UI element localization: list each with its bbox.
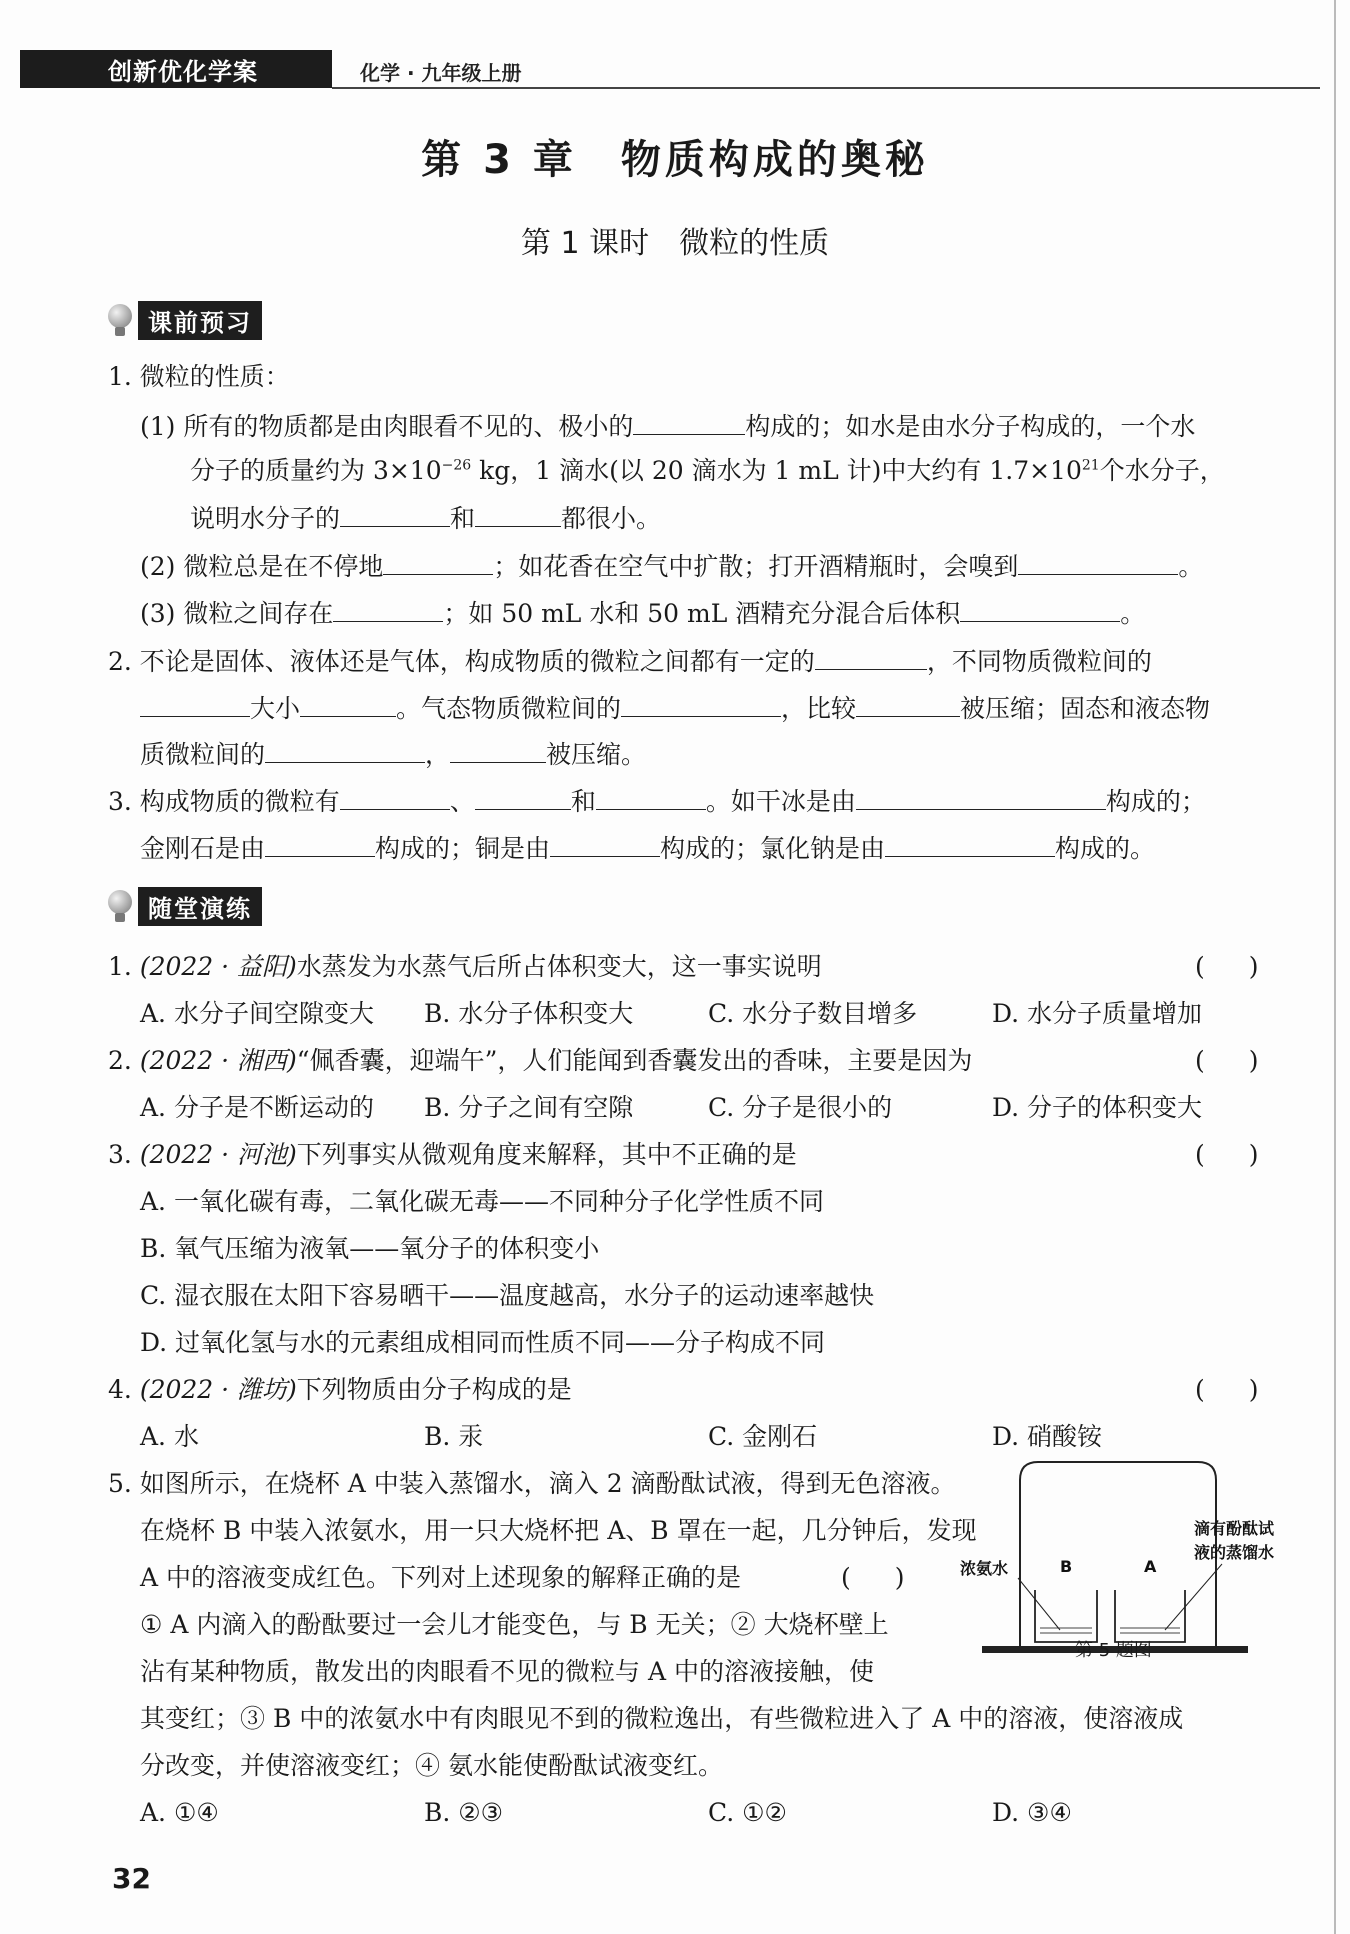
answer-paren: ( ) (1195, 952, 1259, 981)
answer-blank (856, 692, 960, 717)
pointer-line (1165, 1564, 1222, 1630)
option-c: C. ①② (708, 1798, 787, 1827)
option-a: A. 水 (140, 1422, 199, 1451)
option-a: A. ①④ (140, 1798, 219, 1827)
option-d: D. 分子的体积变大 (992, 1093, 1203, 1122)
option-d: D. 过氧化氢与水的元素组成相同而性质不同——分子构成不同 (140, 1328, 826, 1357)
chapter-title: 第 3 章 物质构成的奥秘 (421, 137, 929, 183)
preview-q1-s1-line2: 分子的质量约为 $3\times 10^{-26}$ kg，1 滴水(以 20 滴水为 1 mL 计)中大约有 $1.7\times 10^{21}$个水分子， (190, 456, 1225, 485)
answer-blank (340, 785, 450, 810)
practice-q5-line5: 沾有某种物质，散发出的肉眼看不见的微粒与 A 中的溶液接触，使 (140, 1657, 874, 1686)
preview-q1-s1-line1: (1) 所有的物质都是由肉眼看不见的、极小的 构成的；如水是由水分子构成的，一个水 (140, 412, 1196, 441)
answer-blank (815, 645, 927, 670)
answer-blank (340, 502, 450, 527)
beaker-a (1115, 1590, 1185, 1642)
practice-q3-stem: 3. (2022 · 河池)下列事实从微观角度来解释，其中不正确的是 (108, 1140, 797, 1169)
lesson-title: 第 1 课时 微粒的性质 (520, 226, 830, 261)
page-header (20, 50, 1320, 90)
preview-q2-line3: 质微粒间的 ， 被压缩。 (140, 740, 647, 769)
answer-blank (300, 692, 396, 717)
page-edge (1334, 0, 1336, 1934)
figure-caption: 第 5 题图 (1075, 1640, 1152, 1661)
answer-paren: ( ) (1195, 1140, 1259, 1169)
book-series: 化学 · 九年级上册 (360, 61, 522, 85)
answer-blank (475, 502, 561, 527)
preview-q3-line1: 3. 构成物质的微粒有 、 和 。如干冰是由 构成的； (108, 787, 1206, 816)
option-b: B. 氧气压缩为液氧——氧分子的体积变小 (140, 1234, 600, 1263)
section-preview-header (108, 300, 262, 340)
answer-blank (960, 597, 1120, 622)
option-c: C. 分子是很小的 (708, 1093, 893, 1122)
practice-q5-line4: ① A 内滴入的酚酞要过一会儿才能变色，与 B 无关；② 大烧杯壁上 (140, 1610, 889, 1639)
label-b: B (1060, 1557, 1073, 1576)
section-label: 课前预习 (138, 301, 262, 340)
answer-paren: ( ) (1195, 1375, 1259, 1404)
option-a: A. 水分子间空隙变大 (140, 999, 374, 1028)
answer-blank (265, 738, 425, 763)
practice-q5-line6: 其变红；③ B 中的浓氨水中有肉眼见不到的微粒逸出，有些微粒进入了 A 中的溶液，使溶液成 (140, 1704, 1184, 1733)
answer-blank (633, 410, 745, 435)
pointer-line (1018, 1578, 1060, 1630)
preview-q1-s1-line3: 说明水分子的 和 都很小。 (190, 504, 662, 533)
practice-q5-line1: 5. 如图所示，在烧杯 A 中装入蒸馏水，滴入 2 滴酚酞试液，得到无色溶液。 (108, 1469, 956, 1498)
practice-q4-stem: 4. (2022 · 潍坊)下列物质由分子构成的是 (108, 1375, 572, 1404)
answer-blank (550, 832, 660, 857)
answer-paren: ( ) (1195, 1046, 1259, 1075)
page-number: 32 (112, 1862, 151, 1895)
practice-q1-stem: 1. (2022 · 益阳)水蒸发为水蒸气后所占体积变大，这一事实说明 (108, 952, 822, 981)
label-phenol-1: 滴有酚酞试 (1194, 1519, 1275, 1538)
answer-blank (621, 692, 781, 717)
answer-blank (265, 832, 375, 857)
option-d: D. 水分子质量增加 (992, 999, 1203, 1028)
practice-q2-stem: 2. (2022 · 湘西)“佩香囊，迎端午”，人们能闻到香囊发出的香味，主要是因为 (108, 1046, 973, 1075)
option-c: C. 湿衣服在太阳下容易晒干——温度越高，水分子的运动速率越快 (140, 1281, 875, 1310)
answer-blank (1018, 550, 1178, 575)
option-c: C. 水分子数目增多 (708, 999, 918, 1028)
option-d: D. ③④ (992, 1798, 1072, 1827)
beaker-b (1035, 1590, 1097, 1642)
preview-q1-head: 1. 微粒的性质： (108, 362, 290, 391)
option-b: B. 分子之间有空隙 (424, 1093, 634, 1122)
practice-q5-line3: A 中的溶液变成红色。下列对上述现象的解释正确的是 ( ) (140, 1563, 905, 1592)
option-b: B. 汞 (424, 1422, 484, 1451)
large-beaker (1020, 1462, 1216, 1646)
brand-banner (20, 50, 332, 88)
practice-q5-line2: 在烧杯 B 中装入浓氨水，用一只大烧杯把 A、B 罩在一起，几分钟后，发现 (140, 1516, 977, 1545)
header-rule (332, 87, 1320, 89)
label-phenol-2: 液的蒸馏水 (1194, 1543, 1275, 1562)
answer-blank (333, 597, 443, 622)
section-practice-header (108, 886, 262, 926)
preview-q2-line2: 大小 。气态物质微粒间的 ，比较 被压缩；固态和液态物 (140, 692, 1210, 724)
label-ammonia: 浓氨水 (960, 1559, 1009, 1578)
answer-blank (140, 692, 250, 717)
answer-blank (856, 785, 1106, 810)
answer-blank (596, 785, 706, 810)
practice-q5-line7: 分改变，并使溶液变红；④ 氨水能使酚酞试液变红。 (140, 1751, 723, 1780)
answer-blank (383, 550, 493, 575)
answer-blank (475, 785, 571, 810)
preview-q2-line1: 2. 不论是固体、液体还是气体，构成物质的微粒之间都有一定的 ，不同物质微粒间的 (108, 647, 1152, 676)
brand-title: 创新优化学案 (108, 57, 258, 86)
label-a: A (1144, 1557, 1157, 1576)
answer-blank (450, 738, 546, 763)
option-d: D. 硝酸铵 (992, 1422, 1103, 1451)
preview-q3-line2: 金刚石是由 构成的；铜是由 构成的；氯化钠是由 构成的。 (140, 834, 1156, 863)
option-c: C. 金刚石 (708, 1422, 818, 1451)
answer-blank (885, 832, 1055, 857)
option-b: B. 水分子体积变大 (424, 999, 634, 1028)
option-a: A. 分子是不断运动的 (140, 1093, 374, 1122)
preview-q1-s3: (3) 微粒之间存在 ；如 50 mL 水和 50 mL 酒精充分混合后体积 。 (140, 599, 1146, 628)
lightbulb-icon (108, 890, 132, 922)
preview-q1-s2: (2) 微粒总是在不停地 ；如花香在空气中扩散；打开酒精瓶时，会嗅到 。 (140, 552, 1204, 581)
option-b: B. ②③ (424, 1798, 504, 1827)
section-label: 随堂演练 (138, 887, 262, 926)
option-a: A. 一氧化碳有毒，二氧化碳无毒——不同种分子化学性质不同 (140, 1187, 824, 1216)
lightbulb-icon (108, 304, 132, 336)
